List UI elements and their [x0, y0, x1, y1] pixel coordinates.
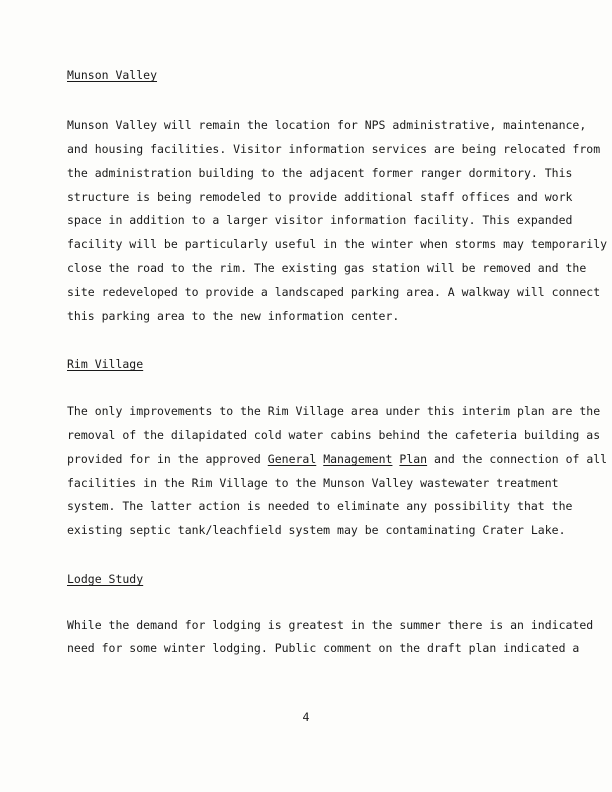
paragraph-line: facilities in the Rim Village to the Munson Valley wastewater treatment	[67, 476, 559, 490]
paragraph-line: system. The latter action is needed to eliminate any possibility that the	[67, 499, 573, 513]
paragraph-line: the administration building to the adjacent former ranger dormitory. This	[67, 166, 573, 180]
paragraph-line: space in addition to a larger visitor information facility. This expanded	[67, 213, 573, 227]
section-heading-munson-valley: Munson Valley	[67, 68, 158, 82]
section-heading-rim-village: Rim Village	[67, 357, 144, 371]
paragraph-line-with-reference	[67, 452, 608, 466]
paragraph-line: this parking area to the new information center.	[67, 309, 400, 323]
section-heading-lodge-study: Lodge Study	[67, 572, 144, 586]
paragraph-line: site redeveloped to provide a landscaped parking area. A walkway will connect	[67, 285, 601, 299]
paragraph-line: removal of the dilapidated cold water cabins behind the cafeteria building as	[67, 428, 601, 442]
line-text: provided for in the approved	[67, 452, 268, 466]
plan-reference-word: Plan	[399, 452, 428, 466]
plan-reference-word: General	[267, 452, 317, 466]
paragraph-line: Munson Valley will remain the location for NPS administrative, maintenance,	[67, 118, 587, 132]
paragraph-line: existing septic tank/leachfield system may be contaminating Crater Lake.	[67, 523, 566, 537]
page-number: 4	[302, 710, 310, 724]
plan-reference-word: Management	[323, 452, 393, 466]
paragraph-line: need for some winter lodging. Public comment on the draft plan indicated a	[67, 641, 580, 655]
paragraph-line: and housing facilities. Visitor information services are being relocated from	[67, 142, 601, 156]
paragraph-line: The only improvements to the Rim Village area under this interim plan are the	[67, 404, 601, 418]
line-text: and the connection of all	[427, 452, 608, 466]
paragraph-line: facility will be particularly useful in the winter when storms may temporarily	[67, 237, 608, 251]
paragraph-line: While the demand for lodging is greatest in the summer there is an indicated	[67, 618, 594, 632]
paragraph-line: structure is being remodeled to provide additional staff offices and work	[67, 190, 573, 204]
paragraph-line: close the road to the rim. The existing gas station will be removed and the	[67, 261, 587, 275]
